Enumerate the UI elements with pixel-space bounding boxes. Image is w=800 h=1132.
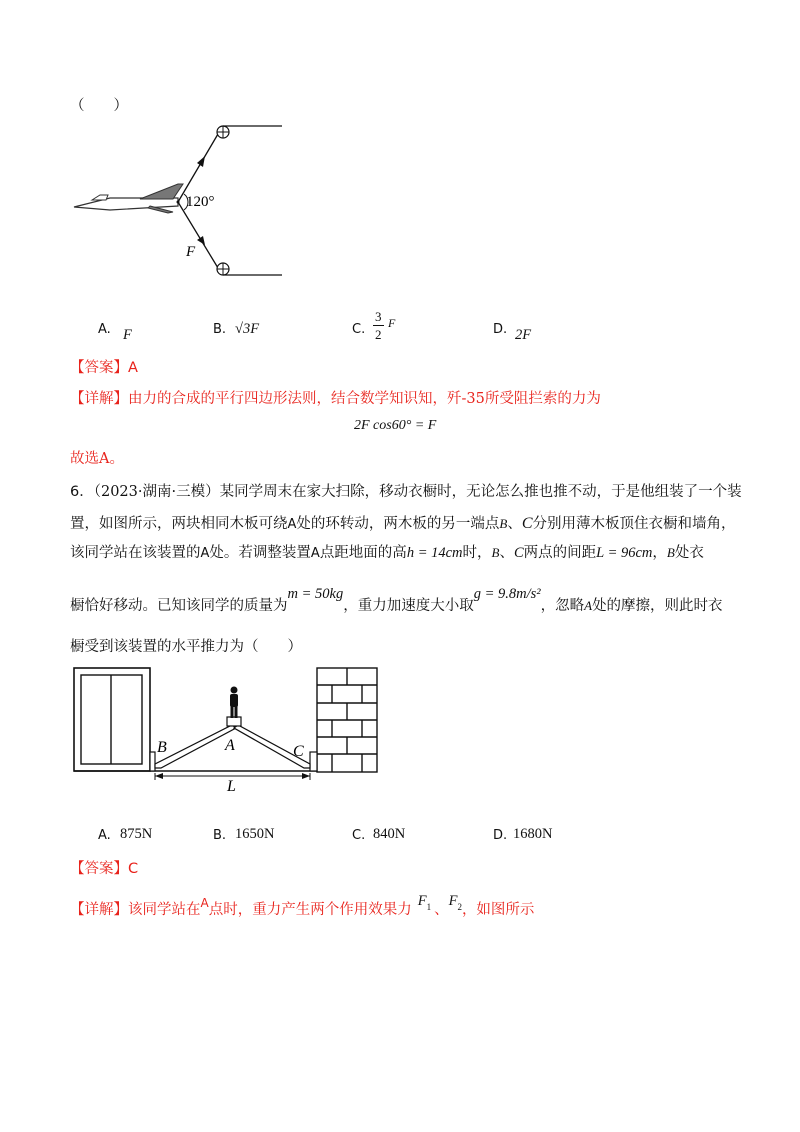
g-value: g = 9.8m/s²	[473, 586, 541, 602]
q6-line-2: 置，如图所示，两块相同木板可绕A处的环转动，两木板的另一端点B、C分别用薄木板顶住衣橱和墙角，	[70, 515, 736, 532]
q5-option-c-letter: C.	[352, 322, 366, 337]
q6-line-5: 橱受到该装置的水平推力为（ ）	[70, 639, 302, 655]
detail-text: 由力的合成的平行四边形法则，结合数学知识知，歼-35所受阻拦索的力为	[128, 391, 601, 407]
q5-option-c-num: 3	[375, 309, 382, 324]
q5-blank-paren: （ ）	[70, 98, 128, 114]
q5-jet-figure	[70, 118, 300, 283]
q5-option-d-text: 2F	[515, 327, 532, 343]
q5-equation: 2F cos60° = F	[354, 418, 437, 433]
detail-tag: 【详解】	[70, 902, 128, 918]
q6-answer-row	[70, 862, 138, 877]
answer-tag: 【答案】	[70, 360, 128, 376]
force-label: F	[186, 244, 196, 260]
h-value: h = 14cm	[406, 545, 463, 561]
wardrobe-icon	[74, 668, 150, 771]
answer-tag: 【答案】	[70, 861, 128, 877]
m-value: m = 50kg	[287, 586, 344, 602]
q5-option-a-text: F	[123, 327, 132, 343]
answer-value: C	[128, 861, 139, 877]
q6-option-d-text: 1680N	[513, 826, 553, 842]
detail-tag: 【详解】	[70, 391, 128, 407]
question-source: （2023·湖南·三模）	[93, 484, 220, 500]
q5-option-c-var: F	[388, 316, 396, 330]
q5-option-a-letter: A.	[98, 322, 111, 337]
question-number: 6．	[70, 484, 94, 500]
q6-option-c-letter: C.	[352, 828, 366, 843]
q5-answer-row	[70, 361, 138, 376]
q6-wardrobe-figure	[70, 660, 385, 792]
label-l: L	[227, 778, 236, 792]
q6-option-c-text: 840N	[373, 826, 406, 842]
q5-detail-row	[70, 392, 601, 407]
q5-option-b-letter: B.	[213, 322, 227, 337]
angle-label: 120°	[186, 194, 215, 210]
q5-option-b-text: √3F	[235, 321, 260, 337]
answer-value: A	[128, 360, 138, 376]
q6-line-4: 橱恰好移动。已知该同学的质量为m = 50kg，重力加速度大小取g = 9.8m/s²，忽略A处的摩擦，则此时衣	[70, 586, 723, 614]
brick-wall-icon	[317, 668, 377, 772]
q6-detail-row: 【详解】该同学站在$^A$点时，重力产生两个作用效果力$F_1$ 、$F_2$，如图所示	[70, 893, 535, 918]
label-b: B	[157, 739, 167, 756]
label-c: C	[293, 743, 304, 760]
jet-icon	[74, 184, 183, 213]
q6-option-b-text: 1650N	[235, 826, 275, 842]
q6-option-d-letter: D.	[493, 828, 508, 843]
fraction-bar	[373, 325, 384, 326]
q6-option-a-text: 875N	[120, 826, 153, 842]
q6-line-3: 该同学站在该装置的A处。若调整装置A点距地面的高h = 14cm时，B、C两点的间距L = 96cm，B处衣	[70, 545, 704, 561]
L-value: L = 96cm	[596, 545, 653, 561]
q5-conclusion: 故选A。	[70, 451, 124, 467]
q6-option-b-letter: B.	[213, 828, 227, 843]
label-a: A	[225, 737, 235, 754]
q5-option-d-letter: D.	[493, 322, 508, 337]
q6-line-1: 6．（2023·湖南·三模）某同学周末在家大扫除，移动衣橱时，无论怎么推也推不动，于是他组装了一个装	[70, 484, 742, 500]
q6-option-a-letter: A.	[98, 828, 111, 843]
person-icon	[230, 687, 238, 719]
q5-option-c-den: 2	[375, 327, 382, 342]
